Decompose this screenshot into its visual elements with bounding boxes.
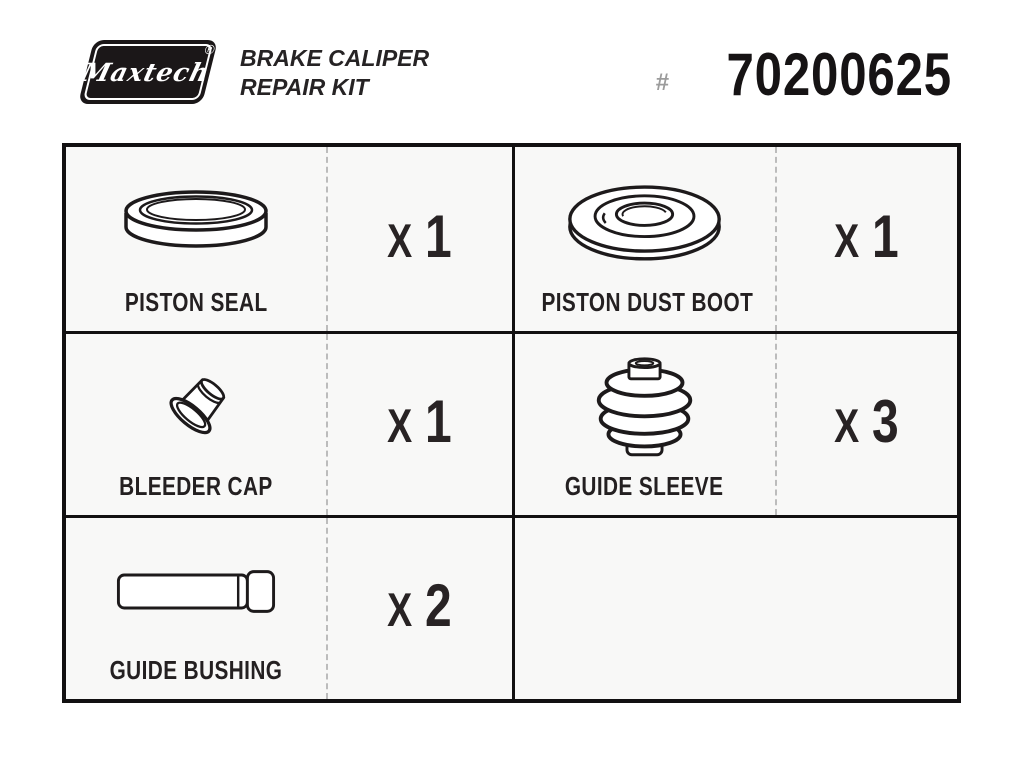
product-title-line1: BRAKE CALIPER: [240, 45, 430, 71]
part-illustration-area: [515, 147, 777, 331]
piston-seal-icon: [121, 183, 271, 261]
part-quantity: [328, 518, 512, 699]
part-label: BLEEDER CAP: [119, 471, 273, 501]
qty-value: 3: [872, 388, 900, 455]
qty-multiplier: X: [387, 213, 413, 267]
qty-value: 1: [872, 202, 900, 270]
part-number: 70200625: [726, 40, 952, 108]
part-quantity: [328, 147, 512, 331]
qty-value: 2: [425, 572, 453, 639]
bleeder-cap-icon: [152, 364, 240, 452]
guide-sleeve-icon: [589, 355, 701, 461]
brand-name: Maxtech: [79, 57, 213, 87]
part-illustration-area: [66, 147, 328, 331]
part-quantity: [777, 334, 958, 515]
registered-trademark-icon: ®: [203, 42, 217, 57]
product-title-line2: REPAIR KIT: [240, 74, 369, 100]
empty-cell: [512, 515, 958, 699]
part-label: GUIDE SLEEVE: [565, 471, 724, 501]
maxtech-logo: [78, 40, 218, 104]
qty-value: 1: [425, 202, 453, 270]
part-cell-piston-seal: [66, 147, 512, 331]
part-cell-guide-sleeve: [512, 331, 958, 515]
parts-table: [62, 143, 961, 703]
guide-bushing-icon: [116, 568, 276, 615]
part-cell-piston-dust-boot: [512, 147, 958, 331]
part-label: GUIDE BUSHING: [109, 655, 283, 685]
qty-value: 1: [425, 388, 453, 455]
part-number-hash: #: [655, 69, 670, 96]
part-quantity: [328, 334, 512, 515]
qty-multiplier: X: [387, 399, 413, 452]
product-title: [240, 44, 429, 102]
qty-multiplier: X: [387, 583, 413, 636]
part-cell-guide-bushing: [66, 515, 512, 699]
qty-multiplier: X: [834, 399, 860, 452]
part-illustration-area: [66, 334, 328, 515]
part-illustration-area: [515, 334, 777, 515]
part-cell-bleeder-cap: [66, 331, 512, 515]
piston-dust-boot-icon: [565, 175, 725, 270]
part-label: PISTON SEAL: [124, 287, 268, 317]
part-quantity: [777, 147, 958, 331]
part-label: PISTON DUST BOOT: [540, 287, 753, 317]
qty-multiplier: X: [834, 213, 860, 267]
part-number-block: [655, 40, 952, 108]
part-illustration-area: [66, 518, 328, 699]
